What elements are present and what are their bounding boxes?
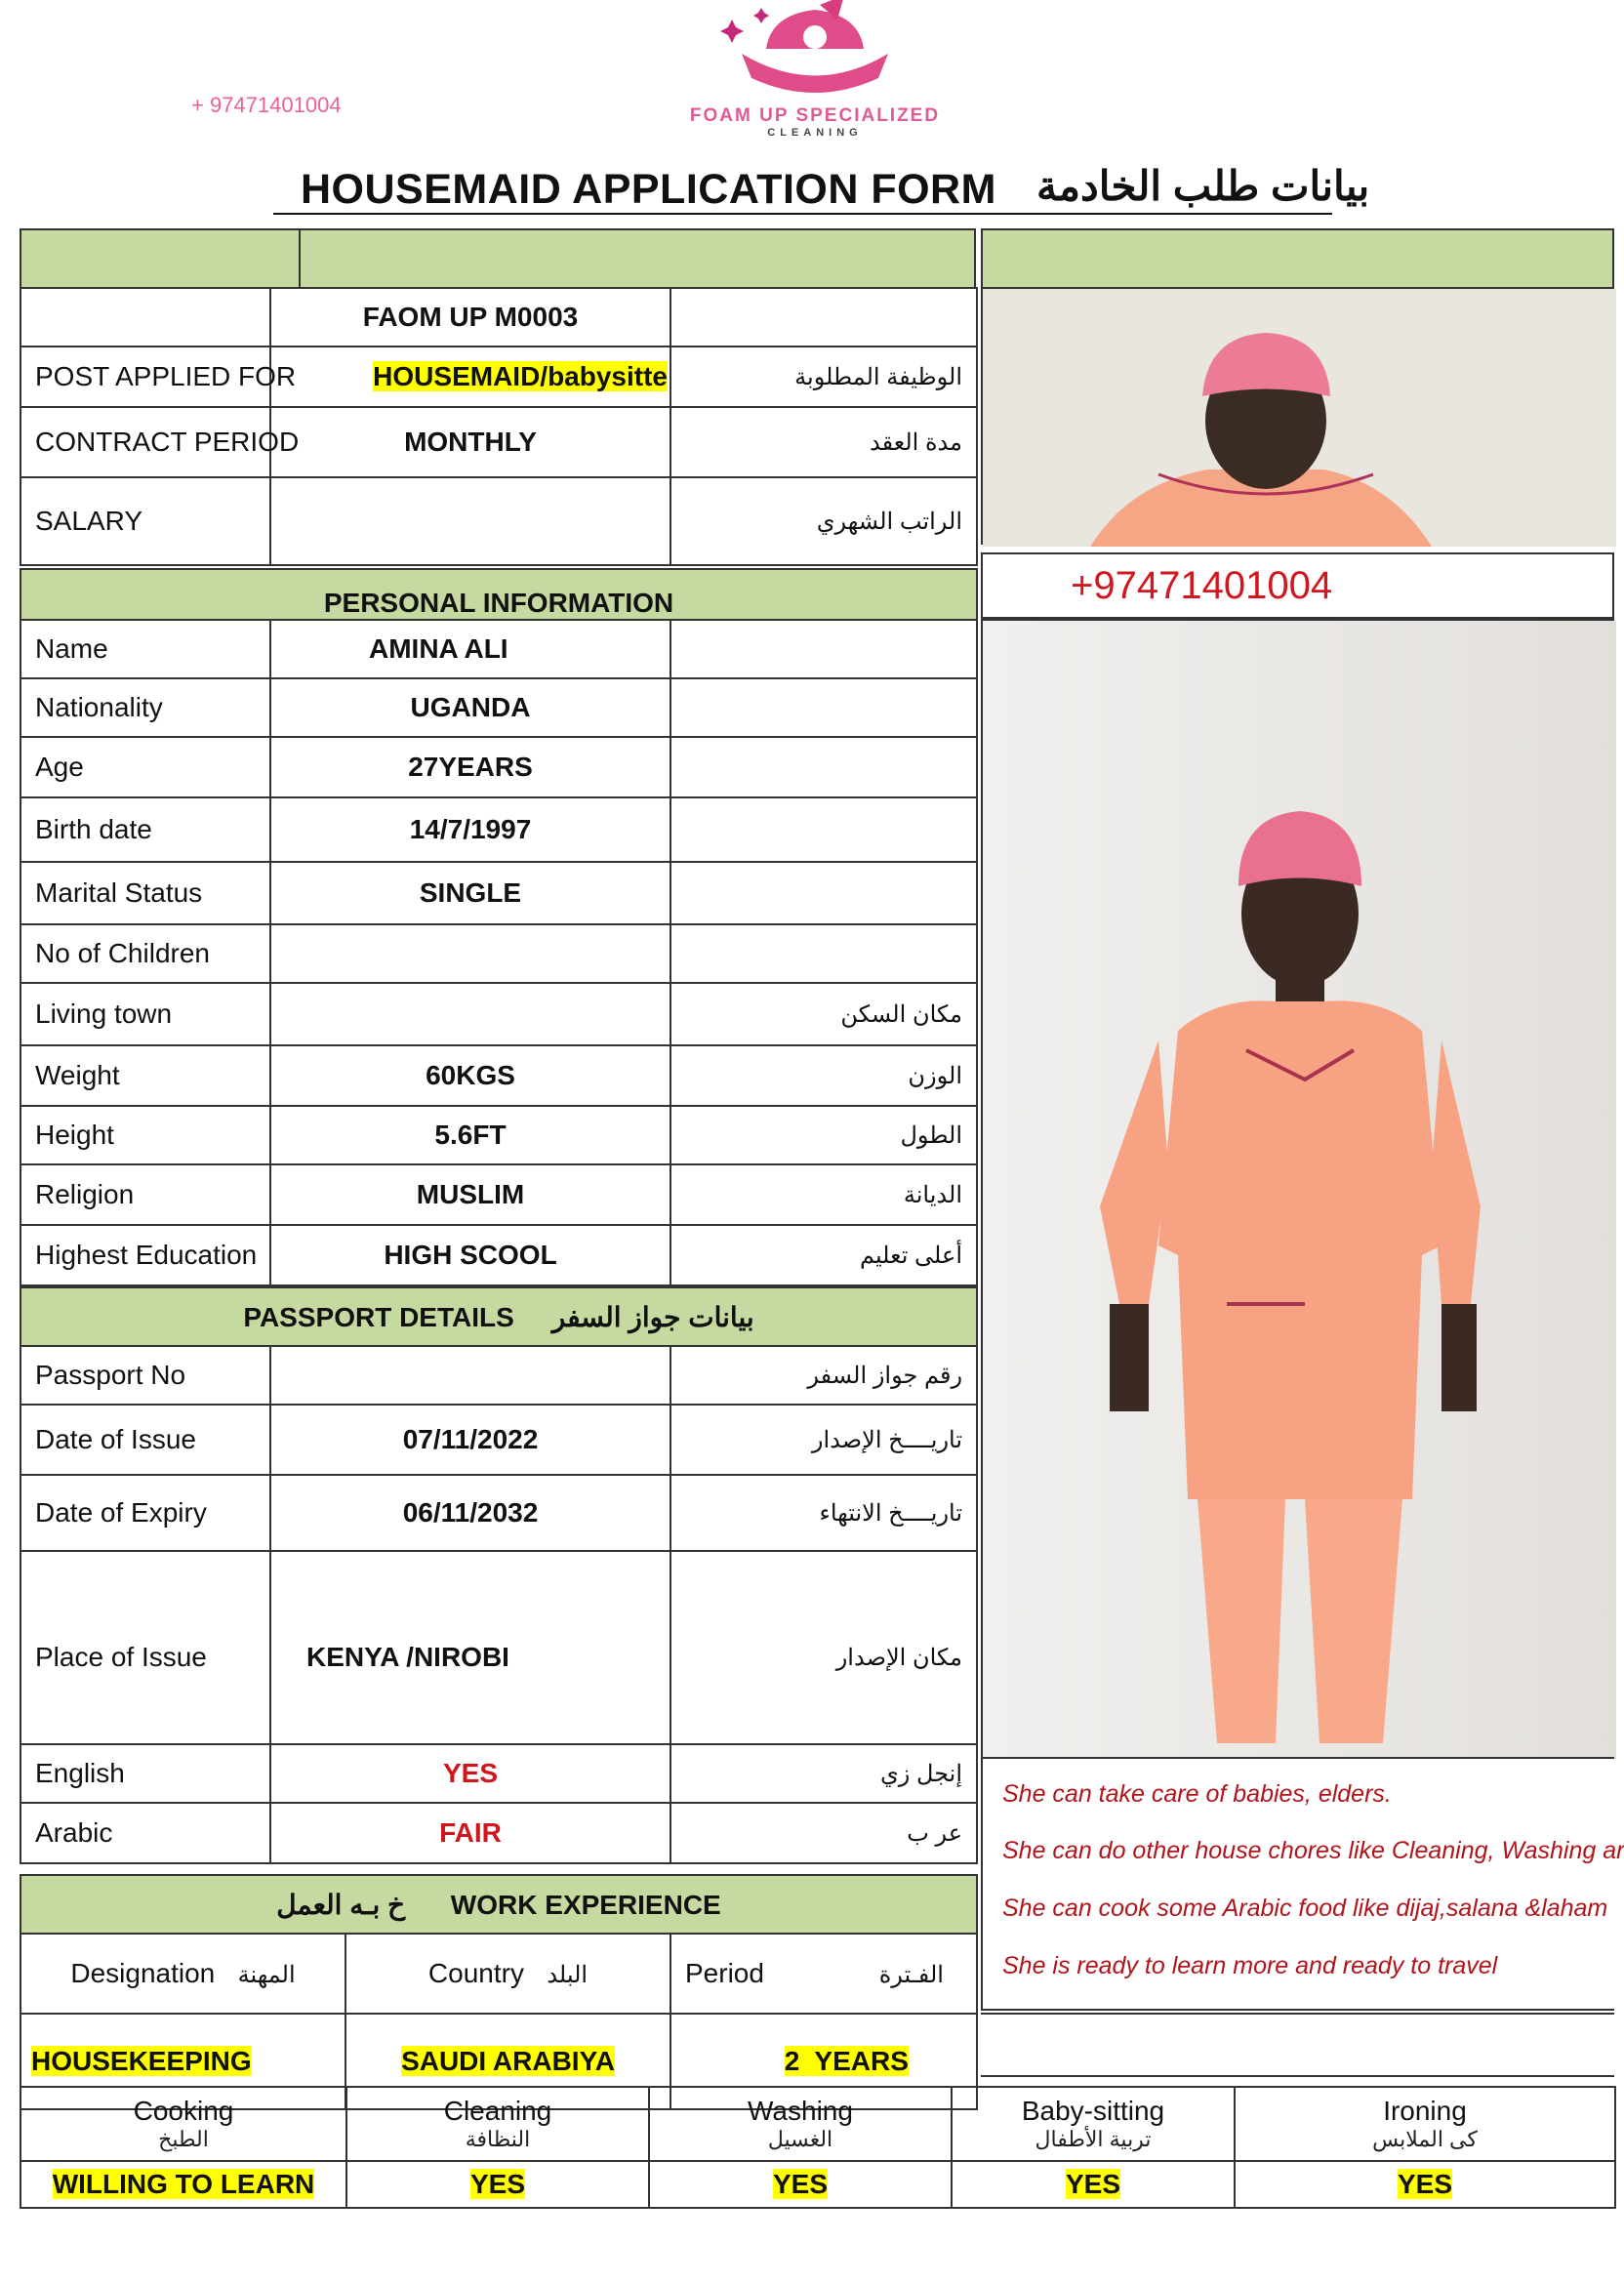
info-row xyxy=(20,862,977,924)
work-experience-heading-en: WORK EXPERIENCE xyxy=(450,1889,721,1920)
skills-table xyxy=(20,2086,1616,2209)
row-label: Weight xyxy=(20,1045,270,1106)
company-logo xyxy=(673,0,956,146)
skill-header: Cleaning النظافة xyxy=(346,2087,649,2161)
info-row xyxy=(20,924,977,983)
person-portrait-icon xyxy=(983,289,1616,547)
period-label-ar: الفـترة xyxy=(878,1962,944,1988)
logo-abbr: FUS xyxy=(795,49,834,70)
row-label: English xyxy=(20,1744,270,1803)
work-experience-heading-ar: خ بـه العمل xyxy=(276,1889,406,1920)
designation-header xyxy=(20,1934,345,2014)
header-bar xyxy=(20,228,976,289)
contract-row xyxy=(20,407,977,477)
row-label: Arabic xyxy=(20,1803,270,1863)
post-row xyxy=(20,347,977,407)
language-row xyxy=(20,1803,977,1863)
nationality-value: UGANDA xyxy=(270,678,670,737)
photo-phone: +97471401004 xyxy=(981,552,1614,619)
row-label-ar: أعلى تعليم xyxy=(670,1225,977,1285)
weight-value: 60KGS xyxy=(270,1045,670,1106)
row-label: Marital Status xyxy=(20,862,270,924)
skill-header: Baby-sitting تربية الأطفال xyxy=(952,2087,1235,2161)
salary-row xyxy=(20,477,977,565)
birth-date-value: 14/7/1997 xyxy=(270,797,670,862)
info-row xyxy=(20,797,977,862)
row-label-ar: تاريــــخ الإصدار xyxy=(670,1405,977,1475)
work-experience-table xyxy=(20,1874,978,2110)
row-label: Name xyxy=(20,620,270,678)
skill-value: YES xyxy=(346,2161,649,2208)
form-title-arabic: بيانات طلب الخادمة xyxy=(1036,163,1370,209)
row-label-ar: الراتب الشهري xyxy=(670,477,977,565)
note-item: She can take care of babies, elders. xyxy=(1002,1780,1392,1808)
skill-header: Ironing کی الملابس xyxy=(1235,2087,1615,2161)
passport-table xyxy=(20,1286,978,1864)
row-label: No of Children xyxy=(20,924,270,983)
row-label-ar: مكان الإصدار xyxy=(670,1551,977,1744)
contract-value: MONTHLY xyxy=(270,407,670,477)
personal-info-heading: PERSONAL INFORMATION xyxy=(20,569,977,620)
skills-value-row xyxy=(20,2161,1615,2208)
place-of-issue-value: KENYA /NIROBI xyxy=(270,1551,670,1744)
full-body-photo xyxy=(981,619,1614,1757)
row-label: Date of Expiry xyxy=(20,1475,270,1551)
passport-row xyxy=(20,1475,977,1551)
row-label-ar: الطول xyxy=(670,1106,977,1164)
education-value: HIGH SCOOL xyxy=(270,1225,670,1285)
living-town-value xyxy=(270,983,670,1045)
row-label-ar: مدة العقد xyxy=(670,407,977,477)
designation-label-ar: المهنة xyxy=(237,1962,296,1988)
row-label-ar xyxy=(670,678,977,737)
notes-box xyxy=(981,1757,1624,2011)
title-underline xyxy=(273,213,1332,215)
row-label-ar: عر ب xyxy=(670,1803,977,1863)
issue-date-value: 07/11/2022 xyxy=(270,1405,670,1475)
row-label: Highest Education xyxy=(20,1225,270,1285)
expiry-date-value: 06/11/2032 xyxy=(270,1475,670,1551)
skill-value: YES xyxy=(649,2161,952,2208)
row-label: SALARY xyxy=(20,477,270,565)
form-title: HOUSEMAID APPLICATION FORM xyxy=(301,166,996,213)
passport-row xyxy=(20,1551,977,1744)
row-label: Place of Issue xyxy=(20,1551,270,1744)
country-label: Country xyxy=(427,1958,524,1988)
reference-number: FAOM UP M0003 xyxy=(270,288,670,347)
personal-info-table xyxy=(20,568,978,1286)
row-label-ar: الوظيفة المطلوبة xyxy=(670,347,977,407)
passport-row xyxy=(20,1405,977,1475)
row-label: CONTRACT PERIOD xyxy=(20,407,270,477)
row-label-ar xyxy=(670,737,977,797)
skill-header: Washing الغسيل xyxy=(649,2087,952,2161)
marital-status-value: SINGLE xyxy=(270,862,670,924)
job-table xyxy=(20,287,978,566)
row-label: Religion xyxy=(20,1164,270,1225)
skills-header-row xyxy=(20,2087,1615,2161)
info-row xyxy=(20,620,977,678)
passport-no-value xyxy=(270,1346,670,1405)
info-row xyxy=(20,1106,977,1164)
period-header xyxy=(670,1934,977,2014)
passport-row xyxy=(20,1346,977,1405)
height-value: 5.6FT xyxy=(270,1106,670,1164)
info-row xyxy=(20,678,977,737)
passport-heading xyxy=(20,1287,977,1346)
country-label-ar: البلد xyxy=(547,1962,589,1988)
designation-value: HOUSEKEEPING xyxy=(31,2046,252,2076)
skill-header: Cooking الطبخ xyxy=(20,2087,346,2161)
ref-row xyxy=(20,288,977,347)
row-label-ar: رقم جواز السفر xyxy=(670,1346,977,1405)
row-label: Passport No xyxy=(20,1346,270,1405)
note-item: She can do other house chores like Cleaning, Washing ar xyxy=(1002,1837,1624,1864)
note-item: She can cook some Arabic food like dijaj,salana &laham xyxy=(1002,1895,1608,1922)
skill-value: YES xyxy=(1235,2161,1615,2208)
work-experience-heading xyxy=(20,1875,977,1934)
row-label-ar: الوزن xyxy=(670,1045,977,1106)
language-row xyxy=(20,1744,977,1803)
person-full-body-icon xyxy=(983,621,1616,1759)
passport-heading-en: PASSPORT DETAILS xyxy=(243,1301,514,1332)
name-value: AMINA ALI xyxy=(270,620,670,678)
children-value xyxy=(270,924,670,983)
row-label-ar: مكان السكن xyxy=(670,983,977,1045)
passport-heading-ar: بيانات جواز السفر xyxy=(551,1301,754,1332)
skill-value: WILLING TO LEARN xyxy=(20,2161,346,2208)
info-row xyxy=(20,1225,977,1285)
row-label-ar xyxy=(670,620,977,678)
info-row xyxy=(20,737,977,797)
row-label-ar: تاريــــخ الانتهاء xyxy=(670,1475,977,1551)
designation-label: Designation xyxy=(70,1958,216,1988)
row-label: POST APPLIED FOR xyxy=(20,347,270,407)
row-label: Birth date xyxy=(20,797,270,862)
period-value: 2 YEARS xyxy=(784,2046,909,2076)
country-header xyxy=(345,1934,670,2014)
row-label: Age xyxy=(20,737,270,797)
row-label: Nationality xyxy=(20,678,270,737)
row-label: Height xyxy=(20,1106,270,1164)
info-row xyxy=(20,1045,977,1106)
header-phone: + 97471401004 xyxy=(191,93,342,117)
experience-filler xyxy=(981,2013,1614,2077)
row-label-ar: إنجل زي xyxy=(670,1744,977,1803)
header-bar-right xyxy=(981,228,1614,289)
row-label-ar xyxy=(670,797,977,862)
period-label: Period xyxy=(685,1958,764,1988)
logo-name: FOAM UP SPECIALIZED xyxy=(689,105,941,126)
info-row xyxy=(20,983,977,1045)
row-label: Date of Issue xyxy=(20,1405,270,1475)
religion-value: MUSLIM xyxy=(270,1164,670,1225)
english-value: YES xyxy=(270,1744,670,1803)
row-label-ar: الديانة xyxy=(670,1164,977,1225)
logo-sub: CLEANING xyxy=(767,127,863,139)
salary-value xyxy=(270,477,670,565)
arabic-value: FAIR xyxy=(270,1803,670,1863)
country-value: SAUDI ARABIYA xyxy=(401,2046,615,2076)
age-value: 27YEARS xyxy=(270,737,670,797)
note-item: She is ready to learn more and ready to travel xyxy=(1002,1952,1498,1979)
portrait-photo xyxy=(981,287,1614,545)
row-label-ar xyxy=(670,924,977,983)
skill-value: YES xyxy=(952,2161,1235,2208)
info-row xyxy=(20,1164,977,1225)
post-value: HOUSEMAID/babysitte xyxy=(373,361,668,391)
row-label-ar xyxy=(670,862,977,924)
row-label: Living town xyxy=(20,983,270,1045)
